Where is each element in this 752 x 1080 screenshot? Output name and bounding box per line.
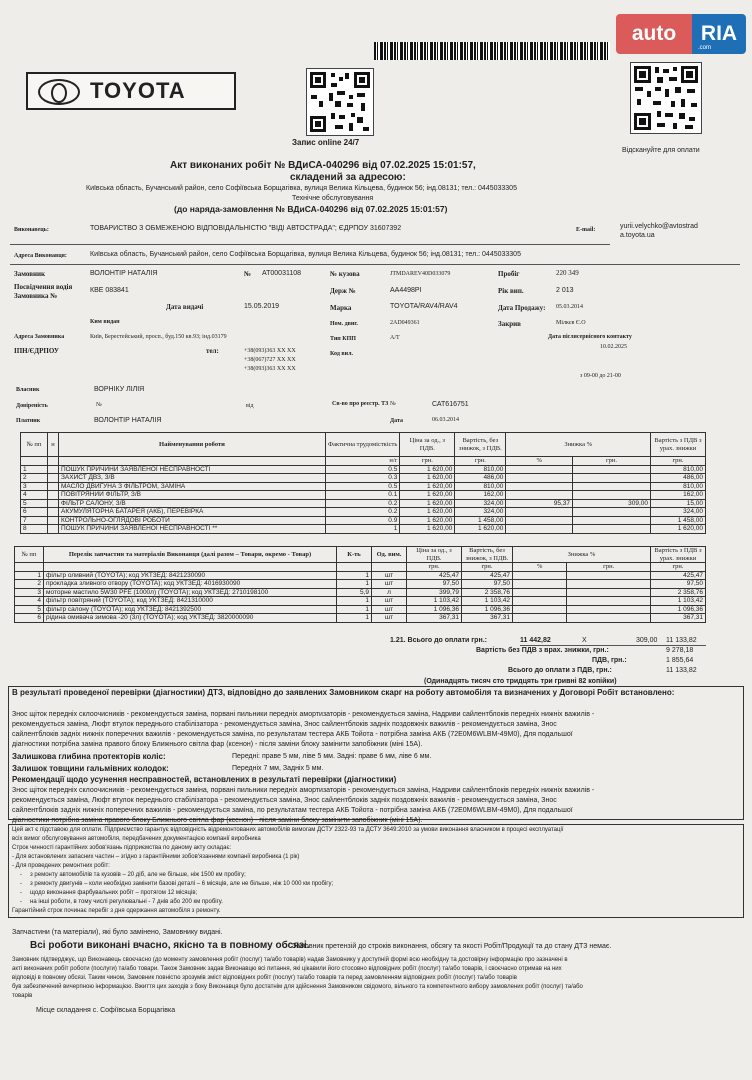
tel-label: тел: xyxy=(206,347,219,355)
cell-name: фільтр повітряний (TOYOTA); код УКТЗЕД: 8421310000 xyxy=(44,597,337,606)
barcode xyxy=(374,42,610,60)
table-row xyxy=(21,499,706,508)
body-value: JTMDAREV40D033079 xyxy=(390,271,451,277)
col-name: Найменування роботи xyxy=(59,433,326,457)
cell-price: 399,79 xyxy=(407,588,462,597)
payment-qr-code-icon[interactable] xyxy=(630,62,702,134)
rec-line: сайлентблоків задніх нижніх поперечних важилів - рекомендується заміна, по результатам тестера АКБ Тойота - потрібна заміна АКБ (72E0M6WLBM-49M0), Для подальшої xyxy=(12,807,573,814)
year-label: Рік вип. xyxy=(498,287,524,295)
power-no-label: № xyxy=(96,402,102,408)
unit-hours: н/г xyxy=(326,457,400,466)
col-price: Ціна за од., з ПДВ. xyxy=(400,433,455,457)
col-discount: Знижка % xyxy=(506,433,651,457)
issue-label: Дата видачі xyxy=(166,303,204,311)
cell-price: 1 620,00 xyxy=(400,516,455,525)
cell-name: ФІЛЬТР САЛОНУ, З/В xyxy=(59,499,326,508)
order-ref: (до наряда-замовлення № ВДиСА-040296 від 07.02.2025 15:01:57) xyxy=(174,204,448,214)
warranty-bullet: - xyxy=(20,872,22,878)
cell-disc xyxy=(573,516,651,525)
reg-label: Св-во про реєстр. ТЗ xyxy=(332,401,389,407)
cell-disc-pct xyxy=(506,482,573,491)
cell-total: 162,00 xyxy=(651,491,706,500)
cell-disc xyxy=(573,491,651,500)
cell-cost: 1 096,36 xyxy=(462,605,513,614)
unit-total: грн. xyxy=(651,563,706,572)
brake-value: Передніх 7 мм, Задніх 5 мм. xyxy=(232,765,324,772)
sale-value: 05.03.2014 xyxy=(556,304,583,310)
replaced-note: Запчастини (та матеріали), які було замінено, Замовнику видані. xyxy=(12,929,223,936)
cell-hours: 1 xyxy=(326,525,400,534)
executor-value: ТОВАРИСТВО З ОБМЕЖЕНОЮ ВІДПОВІДАЛЬНІСТЮ "ВІДІ АВТОСТРАДА"; ЄДРПОУ 31607392 xyxy=(90,225,402,232)
email-line1: yurii.velychko@avtostrad xyxy=(620,223,698,230)
post-contact-label: Дата післясервісного контакту xyxy=(548,334,632,340)
year-value: 2 013 xyxy=(556,287,574,294)
power-label: Довіреність xyxy=(16,403,48,409)
cell-cost: 367,31 xyxy=(462,614,513,623)
unit-cost: грн. xyxy=(462,563,513,572)
cell-unit: шт xyxy=(372,571,407,580)
cell-disc-pct xyxy=(513,597,567,606)
executor-addr-value: Київська область, Бучанський район, село Софіївська Борщагівка, вулиця Велика Кільцева, будинок 56; інд.08131; тел.: 0445033305 xyxy=(90,251,521,258)
gearbox-label: Тип КПП xyxy=(330,336,356,342)
cell-name: рідина омивача зимова -20 (3л) (TOYOTA); код УКТЗЕД: 3820000090 xyxy=(44,614,337,623)
col-hours: Фактична трудомісткість xyxy=(326,433,400,457)
tel-2: +38(067)727 XX XX xyxy=(244,357,296,363)
done-rest: Замовник претензій до строків виконання, обсягу та якості Робіт/Продукції та до стану ДТЗ немає. xyxy=(292,943,612,950)
unit-disc-pct: % xyxy=(513,563,567,572)
vat-value: 1 855,64 xyxy=(666,657,694,664)
mileage-label: Пробіг xyxy=(498,270,520,278)
warranty-line: з ремонту двигунів – коли необхідно замінити базові деталі – 6 місяців, але не більше, ніж 10 000 км пробігу; xyxy=(30,881,334,887)
col-name: Перелік запчастин та матеріалів Виконавця (далі разом – Товари, окремо - Товар) xyxy=(44,547,337,563)
warranty-line: Строк чинності гарантійних зобов'язань підприємства по даному акту складає: xyxy=(12,845,232,851)
cell-qty: 1 xyxy=(337,571,372,580)
customer-addr-label: Адреса Замовника xyxy=(14,334,65,340)
tel-3: +38(093)363 XX XX xyxy=(244,366,296,372)
warranty-bullet: - xyxy=(20,881,22,887)
cell-price: 1 103,42 xyxy=(407,597,462,606)
cell-no: 7 xyxy=(21,516,48,525)
date-label: Дата xyxy=(390,418,403,424)
brake-label: Залишок товщини гальмівних колодок: xyxy=(12,764,169,773)
cell-no: 4 xyxy=(15,597,44,606)
toyota-emblem-icon xyxy=(38,79,80,105)
cell-n xyxy=(48,508,59,517)
cell-disc xyxy=(573,508,651,517)
customer-label: Замовник xyxy=(14,270,46,278)
reg-value: САТ616751 xyxy=(432,401,469,408)
col-total: Вартість з ПДВ з урах. знижки xyxy=(651,547,706,563)
rec-line: діагностики потрібна заміна правого блоку Ближнього світла фар (ксенон) - після заміни блоку замінити запобіжник (міні 15А). xyxy=(12,817,423,824)
divider xyxy=(10,264,740,265)
cell-total: 1 620,00 xyxy=(651,525,706,534)
table-row xyxy=(15,605,706,614)
diag-line: діагностики потрібна заміна правого блоку Ближнього світла фар (ксенон) - після заміни блоку замінити запобіжник (міні 15А). xyxy=(12,741,423,748)
warranty-bullet: - xyxy=(20,899,22,905)
inn-label: ІПН/ЄДРПОУ xyxy=(14,347,60,355)
novat-label: Вартість без ПДВ з врах. знижки, грн.: xyxy=(476,647,609,654)
cell-name: фільтр салону (TOYOTA); код УКТЗЕД: 8421392500 xyxy=(44,605,337,614)
work-hours: з 09-00 до 21-00 xyxy=(580,373,621,379)
cell-cost: 810,00 xyxy=(455,465,506,474)
cell-total: 810,00 xyxy=(651,482,706,491)
cell-name: КОНТРОЛЬНО-ОГЛЯДОВІ РОБОТИ xyxy=(59,516,326,525)
cell-total: 2 358,76 xyxy=(651,588,706,597)
sum-label: 1.21. Всього до оплати грн.: xyxy=(390,637,487,644)
cell-no: 3 xyxy=(21,482,48,491)
col-discount: Знижка % xyxy=(513,547,651,563)
cell-unit: шт xyxy=(372,580,407,589)
total-label: Всього до оплати з ПДВ, грн.: xyxy=(508,667,612,674)
cell-price: 1 620,00 xyxy=(400,525,455,534)
brand-ria-text: RIA xyxy=(692,14,746,54)
cell-cost: 810,00 xyxy=(455,482,506,491)
confirm-line: був забезпечений вичерпною інформацією. Вжиття цих заходів з боку Виконавця було достатнім для здійснення Замовником свідомого, вільного та компетентного вибору замовлених робіт (послуг) та/або xyxy=(12,984,583,990)
cell-qty: 1 xyxy=(337,605,372,614)
body-label: № кузова xyxy=(330,270,360,278)
cell-price: 1 620,00 xyxy=(400,474,455,483)
tread-value: Передні: праве 5 мм, ліве 5 мм. Задні: праве 6 мм, ліве 6 мм. xyxy=(232,753,432,760)
sum-cost: 11 442,82 xyxy=(520,637,551,644)
cell-unit: шт xyxy=(372,605,407,614)
cell-no: 1 xyxy=(15,571,44,580)
cell-no: 8 xyxy=(21,525,48,534)
sum-total: 11 133,82 xyxy=(666,637,697,644)
cell-no: 5 xyxy=(21,499,48,508)
cell-disc: 309,00 xyxy=(573,499,651,508)
rec-title: Рекомендації щодо усунення несправностей, встановлених в результаті перевірки (діагностики) xyxy=(12,775,397,784)
cell-name: МАСЛО ДВИГУНА З ФІЛЬТРОМ, ЗАМІНА xyxy=(59,482,326,491)
autoria-logo[interactable] xyxy=(616,14,746,54)
cell-no: 1 xyxy=(21,465,48,474)
cell-hours: 0.5 xyxy=(326,482,400,491)
place-of-issue: Місце складання с. Софіївська Борщагівка xyxy=(36,1007,176,1014)
cell-disc xyxy=(567,614,651,623)
engine-value: 2AD049361 xyxy=(390,320,420,326)
table-row xyxy=(21,491,706,500)
email-label: E-mail: xyxy=(576,227,596,233)
cell-disc-pct: 95,37 xyxy=(506,499,573,508)
unit-disc: грн. xyxy=(567,563,651,572)
cell-total: 367,31 xyxy=(651,614,706,623)
cell-no: 5 xyxy=(15,605,44,614)
confirm-line: акті виконаних робіт роботи (послуги) та/або товари. Також Замовник задав Виконавцю всі питання, які цікавили його стосовно відповідних робіт (послуг) та/або товарів, і своєчасно отримав на них xyxy=(12,966,562,972)
cell-total: 486,00 xyxy=(651,474,706,483)
cell-hours: 0.1 xyxy=(326,491,400,500)
brand-value: TOYOTA/RAV4/RAV4 xyxy=(390,303,458,310)
executor-addr-label: Адреса Виконавця: xyxy=(14,253,67,259)
cell-name: фільтр оливний (TOYOTA); код УКТЗЕД: 8421230090 xyxy=(44,571,337,580)
email-line2: a.toyota.ua xyxy=(620,232,655,239)
cell-no: 4 xyxy=(21,491,48,500)
cell-disc-pct xyxy=(506,474,573,483)
done-bold: Всі роботи виконані вчасно, якісно та в повному обсязі. xyxy=(30,940,310,951)
table-row xyxy=(15,614,706,623)
power-from-label: від xyxy=(246,403,254,409)
cell-disc xyxy=(567,571,651,580)
closed-value: Мілкєв Є.О xyxy=(556,320,586,326)
col-no: № пп xyxy=(15,547,44,563)
tread-label: Залишкова глибина протекторів коліс: xyxy=(12,752,166,761)
cell-name: ПОВІТРЯНИЙ ФІЛЬТР, З/В xyxy=(59,491,326,500)
cell-n xyxy=(48,499,59,508)
warranty-line: - Для проведених ремонтних робіт: xyxy=(12,863,110,869)
sum-disc: 309,00 xyxy=(636,637,658,644)
cell-n xyxy=(48,465,59,474)
unit-disc-pct: % xyxy=(506,457,573,466)
cell-no: 2 xyxy=(15,580,44,589)
cell-cost: 486,00 xyxy=(455,474,506,483)
cell-total: 810,00 xyxy=(651,465,706,474)
col-no: № пп xyxy=(21,433,48,457)
table-row xyxy=(21,482,706,491)
table-row xyxy=(21,516,706,525)
cell-disc-pct xyxy=(506,525,573,534)
qr-caption: Запис online 24/7 xyxy=(292,138,360,147)
closed-label: Закрив xyxy=(498,320,521,328)
cell-hours: 0.9 xyxy=(326,516,400,525)
cell-n xyxy=(48,474,59,483)
cell-price: 1 620,00 xyxy=(400,499,455,508)
warranty-line: всіх вимог обслуговування автомобіля, передбачених документацією компанії виробника xyxy=(12,836,261,842)
cell-disc xyxy=(567,580,651,589)
unit-cost: грн. xyxy=(455,457,506,466)
owner-label: Власник xyxy=(16,387,40,393)
table-row xyxy=(15,571,706,580)
unit-disc: грн. xyxy=(573,457,651,466)
cell-disc xyxy=(573,465,651,474)
cell-no: 6 xyxy=(21,508,48,517)
cell-no: 2 xyxy=(21,474,48,483)
col-n: н xyxy=(48,433,59,457)
rec-line: рекомендується заміна, Люфт втулок переднього стабілізатора - рекомендується заміна, Знос сайлентблоків задніх поздовжніх важилів - рекомендується заміна, Знос xyxy=(12,797,557,804)
customer-no-value: АТ00031108 xyxy=(262,270,302,277)
cell-disc xyxy=(567,605,651,614)
warranty-line: на інші роботи, в тому числі регулювальні - 7 днів або 200 км пробігу. xyxy=(30,899,223,905)
cell-cost: 1 620,00 xyxy=(455,525,506,534)
license-value: КВЕ 083841 xyxy=(90,287,129,294)
brand-label: Марка xyxy=(330,304,352,312)
table-row xyxy=(15,597,706,606)
cell-n xyxy=(48,516,59,525)
customer-no-label: № xyxy=(244,270,252,278)
owner-value: ВОРНІКУ ЛІЛІЯ xyxy=(94,386,145,393)
plate-label: Держ № xyxy=(330,287,356,295)
cell-disc-pct xyxy=(506,516,573,525)
cell-qty: 5,9 xyxy=(337,588,372,597)
act-address: Київська область, Бучанський район, село Софіївська Борщагівка, вулиця Велика Кільцева, будинок 56; інд.08131; тел.: 0445033305 xyxy=(86,185,517,192)
mileage-value: 220 349 xyxy=(556,269,579,277)
gearbox-value: A/T xyxy=(390,335,400,341)
engine-label: Ном. двиг. xyxy=(330,321,358,327)
col-cost: Вартість, без знижок, з ПДВ. xyxy=(462,547,513,563)
license-label: Посвідчення водія Замовника № xyxy=(14,283,73,300)
cell-total: 15,00 xyxy=(651,499,706,508)
novat-value: 9 278,18 xyxy=(666,647,694,654)
cell-price: 425,47 xyxy=(407,571,462,580)
cell-disc-pct xyxy=(513,605,567,614)
post-contact-value: 10.02.2025 xyxy=(600,344,627,350)
warranty-line: - Для встановлених запасних частин – згідно з гарантійними зобов'язаннями компанії виробника (1 рік) xyxy=(12,854,300,860)
cell-cost: 2 358,76 xyxy=(462,588,513,597)
sale-label: Дата Продажу: xyxy=(498,304,546,312)
cell-name: моторне мастило 5W30 PFE (1000л) (TOYOTA); код УКТЗЕД: 2710198100 xyxy=(44,588,337,597)
cell-total: 97,50 xyxy=(651,580,706,589)
cell-price: 367,31 xyxy=(407,614,462,623)
service-type: Технічне обслуговування xyxy=(292,195,374,202)
payer-label: Платник xyxy=(16,418,41,424)
cell-price: 1 620,00 xyxy=(400,491,455,500)
payer-value: ВОЛОНТІР НАТАЛІЯ xyxy=(94,417,162,424)
cell-unit: шт xyxy=(372,614,407,623)
diag-line: рекомендується заміна, Люфт втулок переднього стабілізатора - рекомендується заміна, Знос сайлентблоків задніх поздовжніх важилів - рекомендується заміна, Знос xyxy=(12,721,557,728)
table-row xyxy=(15,580,706,589)
cell-n xyxy=(48,482,59,491)
cell-cost: 162,00 xyxy=(455,491,506,500)
act-title: Акт виконаних робіт № ВДиСА-040296 від 07.02.2025 15:01:57, xyxy=(170,160,476,171)
cell-total: 1 096,36 xyxy=(651,605,706,614)
cell-no: 6 xyxy=(15,614,44,623)
unit-price: грн. xyxy=(407,563,462,572)
cell-cost: 324,00 xyxy=(455,508,506,517)
divider xyxy=(10,244,610,245)
cell-cost: 324,00 xyxy=(455,499,506,508)
cell-disc-pct xyxy=(506,508,573,517)
total-value: 11 133,82 xyxy=(666,667,697,674)
brand-auto-text: auto xyxy=(616,14,692,54)
toyota-logo xyxy=(26,72,236,110)
executor-label: Виконавець: xyxy=(14,227,49,233)
pay-caption: Відскануйте для оплати xyxy=(622,147,700,154)
reg-no-label: № xyxy=(390,401,396,407)
col-unit: Од. вим. xyxy=(372,547,407,563)
cell-qty: 1 xyxy=(337,597,372,606)
total-words: (Одинадцять тисяч сто тридцять три гривні 82 копійки) xyxy=(424,678,617,685)
unit-price: грн. xyxy=(400,457,455,466)
cell-cost: 1 103,42 xyxy=(462,597,513,606)
cell-total: 425,47 xyxy=(651,571,706,580)
cell-disc-pct xyxy=(513,588,567,597)
warranty-bullet: - xyxy=(20,890,22,896)
cell-disc xyxy=(567,588,651,597)
cell-total: 1 458,00 xyxy=(651,516,706,525)
cell-disc-pct xyxy=(513,580,567,589)
cell-disc xyxy=(573,482,651,491)
table-row xyxy=(21,525,706,534)
cell-name: АКУМУЛЯТОРНА БАТАРЕЯ (АКБ), ПЕРЕВІРКА xyxy=(59,508,326,517)
confirm-line: Замовник підтверджує, що Виконавець своєчасно (до моменту замовлення робіт (послуг) та/або товарів) надав Замовнику у доступній формі всю необхідну та достовірну інформацію про зазначені в xyxy=(12,957,568,963)
confirm-line: товарів xyxy=(12,993,33,999)
diag-title: В результаті проведеної перевірки (діагностики) ДТЗ, відповідно до заявлених Замовником скарг на роботу автомобіля та визначених у Договорі Робіт встановлено: xyxy=(12,688,675,697)
works-table xyxy=(20,432,706,534)
table-row xyxy=(21,465,706,474)
cell-hours: 0.2 xyxy=(326,508,400,517)
table-row xyxy=(21,474,706,483)
cell-n xyxy=(48,491,59,500)
cell-name: ЗАХИСТ ДВЗ, З/В xyxy=(59,474,326,483)
cell-hours: 0.2 xyxy=(326,499,400,508)
col-cost: Вартість, без знижок, з ПДВ. xyxy=(455,433,506,457)
cell-n xyxy=(48,525,59,534)
warranty-line: Цей акт є підставою для оплати. Підприємство гарантує відповідність відремонтованих автомобілів вимогам ДСТУ 2322-93 та ДСТУ 3649:2010 за умови виконання власником в процесі експлуатації xyxy=(12,827,564,833)
confirm-line: відповіді в повному обсязі. Таким чином, Замовник повністю зрозумів зміст відповідних робіт (послуг) та/або товарів та перед замовленням відповідних робіт (послуг) та/або товарів xyxy=(12,975,517,981)
col-total: Вартість з ПДВ з урах. знижки xyxy=(651,433,706,457)
cell-price: 1 620,00 xyxy=(400,508,455,517)
rec-line: Знос щіток передніх склоочисників - рекомендується заміна, порвані пильники передніх амортизаторів - рекомендується заміна, Надриви сайлентблоків передніх нижніх важилів - xyxy=(12,787,595,794)
cell-qty: 1 xyxy=(337,614,372,623)
cell-hours: 0.5 xyxy=(326,465,400,474)
warranty-line: щодо виконання фарбувальних робіт – протягом 12 місяців; xyxy=(30,890,198,896)
cell-unit: шт xyxy=(372,597,407,606)
sum-x: X xyxy=(582,637,587,644)
cell-disc xyxy=(573,474,651,483)
cell-total: 324,00 xyxy=(651,508,706,517)
cell-price: 97,50 xyxy=(407,580,462,589)
cell-qty: 1 xyxy=(337,580,372,589)
cell-total: 1 103,42 xyxy=(651,597,706,606)
qr-code-icon xyxy=(306,68,374,136)
cell-disc xyxy=(573,525,651,534)
cell-cost: 97,50 xyxy=(462,580,513,589)
customer-value: ВОЛОНТІР НАТАЛІЯ xyxy=(90,270,158,277)
table-row xyxy=(15,588,706,597)
tel-1: +38(093)363 XX XX xyxy=(244,348,296,354)
cell-no: 3 xyxy=(15,588,44,597)
vat-label: ПДВ, грн.: xyxy=(592,657,627,664)
cell-cost: 1 458,00 xyxy=(455,516,506,525)
issue-value: 15.05.2019 xyxy=(244,303,280,310)
cell-name: прокладка зливного отвору (TOYOTA); код УКТЗЕД: 4016930090 xyxy=(44,580,337,589)
cell-price: 1 096,36 xyxy=(407,605,462,614)
act-subtitle: складений за адресою: xyxy=(290,172,406,183)
warranty-line: з ремонту автомобілів та кузовів – 20 діб, але не більше, ніж 1500 км пробігу; xyxy=(30,872,246,878)
parts-table xyxy=(14,546,706,623)
diag-line: сайлентблоків задніх нижніх поперечних важилів - рекомендується заміна, по результатам тестера АКБ Тойота - потрібна заміна АКБ (72E0M6WLBM-49M0), Для подальшої xyxy=(12,731,573,738)
cell-disc-pct xyxy=(513,571,567,580)
logo-text: TOYOTA xyxy=(90,78,186,103)
date-value: 06.03.2014 xyxy=(432,417,459,423)
cell-disc-pct xyxy=(506,465,573,474)
table-row xyxy=(21,508,706,517)
issued-by-label: Ким видан xyxy=(90,319,120,325)
cell-unit: л xyxy=(372,588,407,597)
cell-price: 1 620,00 xyxy=(400,482,455,491)
col-qty: К-ть xyxy=(337,547,372,563)
warranty-line: Гарантійний строк починає перебіг з дня одержання автомобіля з ремонту. xyxy=(12,908,221,914)
cell-disc-pct xyxy=(506,491,573,500)
cell-name: ПОШУК ПРИЧИНИ ЗАЯВЛЕНОЇ НЕСПРАВНОСТІ ** xyxy=(59,525,326,534)
brand-domain: .com xyxy=(698,45,712,51)
cell-cost: 425,47 xyxy=(462,571,513,580)
cell-disc xyxy=(567,597,651,606)
code-label: Код вил. xyxy=(330,351,353,357)
col-price: Ціна за од., з ПДВ. xyxy=(407,547,462,563)
cell-name: ПОШУК ПРИЧИНИ ЗАЯВЛЕНОЇ НЕСПРАВНОСТІ xyxy=(59,465,326,474)
cell-disc-pct xyxy=(513,614,567,623)
cell-hours: 0.3 xyxy=(326,474,400,483)
diag-line: Знос щіток передніх склоочисників - рекомендується заміна, порвані пильники передніх амортизаторів - рекомендується заміна, Надриви сайлентблоків передніх нижніх важилів - xyxy=(12,711,595,718)
customer-addr-value: Київ, Берестейський, просп., буд.150 кв.93; інд.03179 xyxy=(90,334,227,340)
unit-total: грн. xyxy=(651,457,706,466)
cell-price: 1 620,00 xyxy=(400,465,455,474)
plate-value: АА4498РІ xyxy=(390,287,422,294)
